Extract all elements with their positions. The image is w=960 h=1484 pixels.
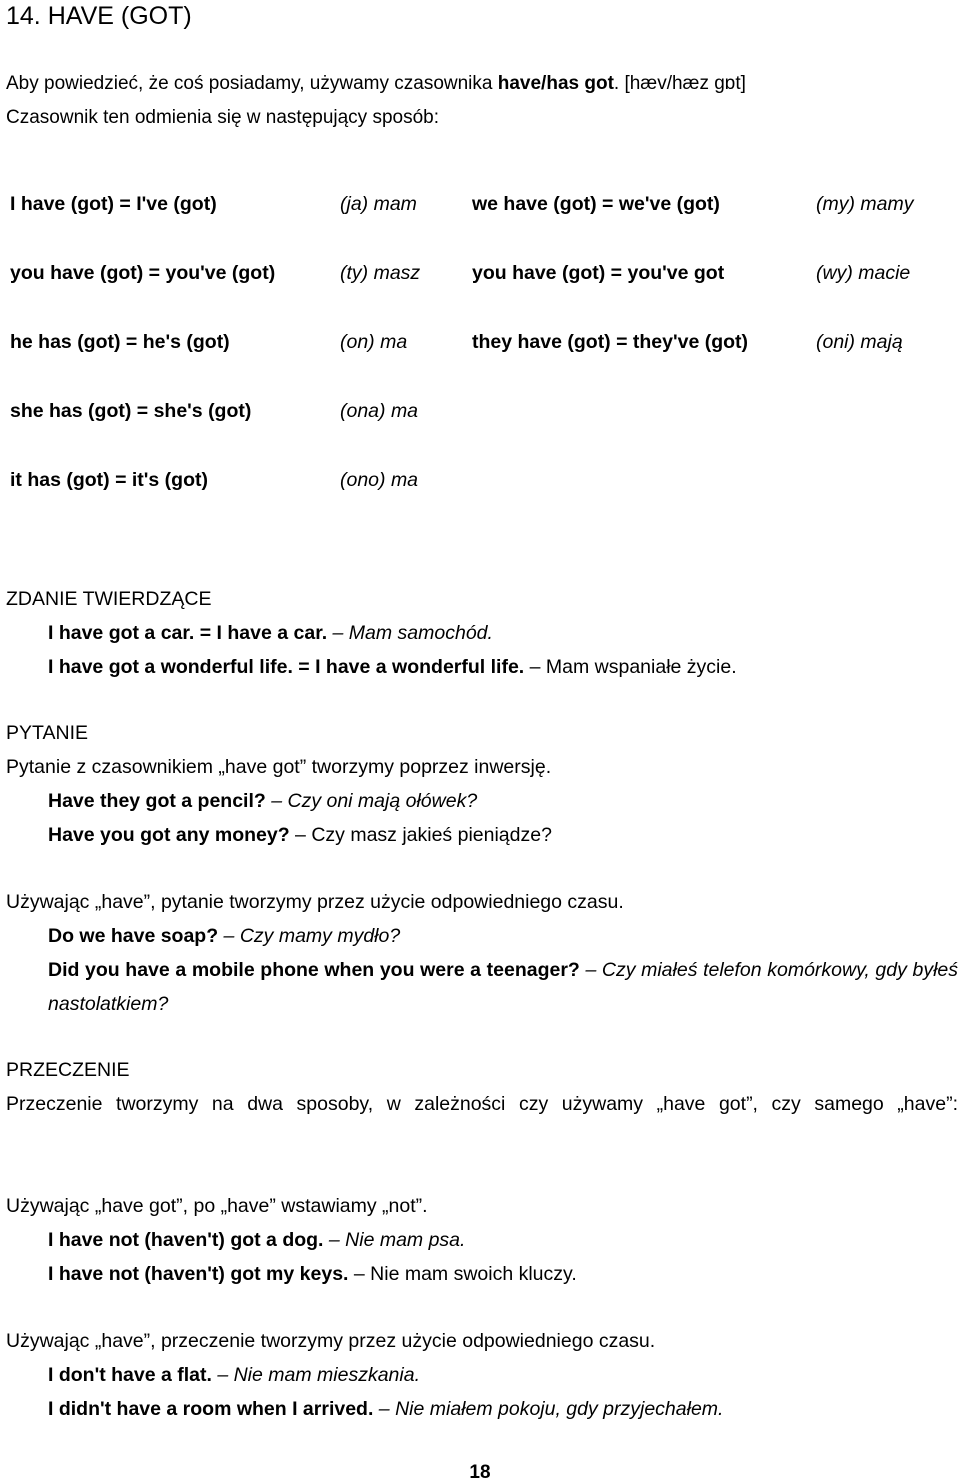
question-example-3 (48, 924, 400, 948)
conjugation-left-en: she has (got) = she's (got) (10, 400, 252, 422)
intro-line-1 (6, 72, 746, 96)
conjugation-left-pl: (ono) ma (340, 469, 419, 491)
negative-example-3 (48, 1363, 420, 1387)
example-polish: – Nie mam swoich kluczy. (348, 1263, 577, 1285)
conjugation-right-pl: (wy) macie (816, 262, 911, 284)
example-polish: – Czy masz jakieś pieniądze? (289, 824, 552, 846)
example-english: I don't have a flat. (48, 1364, 212, 1386)
example-polish: – Mam wspaniałe życie. (524, 656, 737, 678)
conjugation-right-pl: (oni) mają (816, 331, 903, 353)
example-polish: – Czy oni mają ołówek? (265, 790, 478, 812)
negative-example-4 (48, 1397, 723, 1421)
example-polish: – Nie miałem pokoju, gdy przyjechałem. (373, 1398, 724, 1420)
conjugation-right-pl: (my) mamy (816, 193, 914, 215)
example-polish: – Nie mam mieszkania. (211, 1364, 420, 1386)
conjugation-right-en: we have (got) = we've (got) (472, 193, 720, 215)
example-english: I have not (haven't) got my keys. (48, 1263, 349, 1285)
conjugation-left-pl: (ona) ma (340, 400, 419, 422)
conjugation-right-en: they have (got) = they've (got) (472, 331, 749, 353)
intro-line-2: Czasownik ten odmienia się w następujący sposób: (6, 107, 440, 128)
conjugation-left-pl: (ty) masz (340, 262, 421, 284)
conjugation-left-pl: (on) ma (340, 331, 408, 353)
intro-text: Aby powiedzieć, że coś posiadamy, używamy czasownika (6, 73, 498, 94)
example-english: I didn't have a room when I arrived. (48, 1398, 374, 1420)
example-english: Have you got any money? (48, 824, 290, 846)
question-example-2 (48, 823, 552, 847)
intro-phonetic: . [hæv/hæz gɒt] (613, 73, 746, 94)
conjugation-left-en: you have (got) = you've (got) (10, 262, 276, 284)
example-polish: – Nie mam psa. (323, 1229, 466, 1251)
negative-text-2: Używając „have got”, po „have” wstawiamy „not”. (6, 1195, 428, 1217)
affirmative-heading: ZDANIE TWIERDZĄCE (6, 588, 212, 610)
example-english: I have got a wonderful life. = I have a wonderful life. (48, 656, 525, 678)
conjugation-left-en: it has (got) = it's (got) (10, 469, 208, 491)
conjugation-left-en: he has (got) = he's (got) (10, 331, 230, 353)
example-polish: – Czy mamy mydło? (218, 925, 401, 947)
affirmative-example-1 (48, 621, 493, 645)
question-example-1 (48, 789, 477, 813)
affirmative-example-2 (48, 655, 737, 679)
example-polish: – Mam samochód. (327, 622, 493, 644)
conjugation-left-en: I have (got) = I've (got) (10, 193, 217, 215)
conjugation-left-pl: (ja) mam (340, 193, 417, 215)
example-polish: – Czy miałeś telefon komórkowy, gdy byłeś nastolatkiem? (48, 959, 958, 1015)
conjugation-right-en: you have (got) = you've got (472, 262, 725, 284)
example-english: Have they got a pencil? (48, 790, 266, 812)
example-english: I have got a car. = I have a car. (48, 622, 328, 644)
example-english: I have not (haven't) got a dog. (48, 1229, 324, 1251)
negative-example-1 (48, 1228, 465, 1252)
negative-text: Przeczenie tworzymy na dwa sposoby, w zależności czy używamy „have got”, czy samego „have”: (6, 1093, 958, 1115)
question-text-2: Używając „have”, pytanie tworzymy przez użycie odpowiedniego czasu. (6, 891, 624, 913)
question-text: Pytanie z czasownikiem „have got” tworzymy poprzez inwersję. (6, 756, 552, 778)
negative-example-2 (48, 1262, 577, 1286)
question-heading: PYTANIE (6, 722, 88, 744)
example-english: Did you have a mobile phone when you were a teenager? (48, 959, 580, 981)
negative-heading: PRZECZENIE (6, 1059, 130, 1081)
page-number: 18 (469, 1462, 491, 1483)
negative-text-3: Używając „have”, przeczenie tworzymy przez użycie odpowiedniego czasu. (6, 1330, 656, 1352)
intro-keyword: have/has got (497, 73, 614, 94)
example-english: Do we have soap? (48, 925, 219, 947)
page-title: 14. HAVE (GOT) (6, 2, 192, 30)
question-example-4 (48, 953, 958, 1021)
